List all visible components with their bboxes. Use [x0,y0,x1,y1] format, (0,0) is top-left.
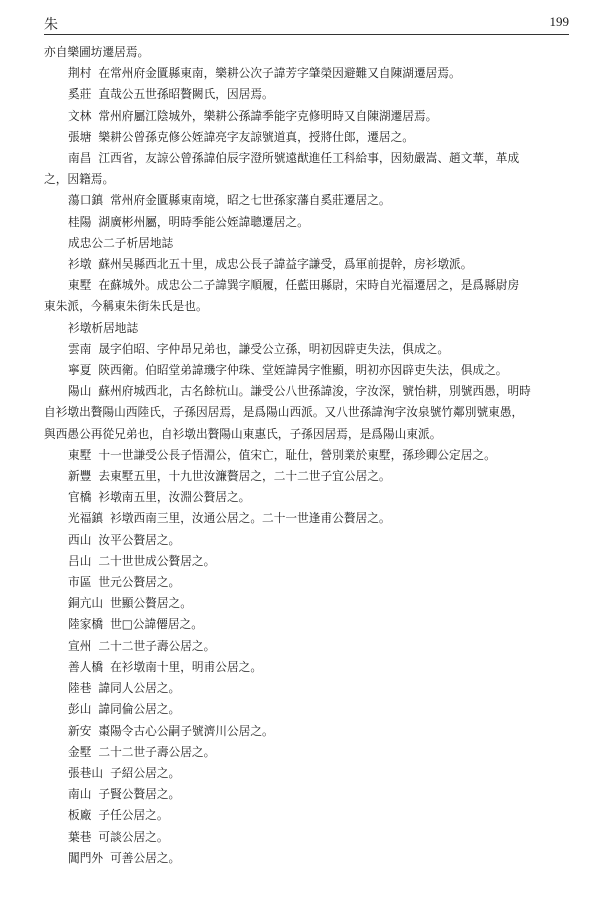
place-name: 張塘 [68,129,92,144]
place-name: 陽山 [68,384,92,399]
place-name: 吕山 [68,553,92,568]
text-line [44,233,569,254]
entry-text: 常州府屬江陰城外，樂耕公孫諱季能字克修明時又自陳湖遷居焉。 [98,108,438,123]
place-entry [44,848,569,869]
page-header [44,14,569,35]
entry-text: 湖廣彬州屬，明時季能公姪諱聰遷居之。 [98,214,309,229]
place-name: 雲南 [68,341,92,356]
entry-text: 衫墩南五里，汝淵公贅居之。 [98,490,251,505]
entry-text: 去東墅五里，十九世汝濂贅居之，二十二世子宜公居之。 [98,469,391,484]
place-name: 新安 [68,723,92,738]
text-line [44,42,569,63]
place-name: 銅亢山 [68,596,104,611]
entry-text: 蘇州吴縣西北五十里，成忠公長子諱益字謙受，爲軍前提幹，房衫墩派。 [98,257,473,272]
place-entry [44,487,569,508]
entry-text: 衫墩析居地誌 [68,320,139,335]
place-name: 衫墩 [68,257,92,272]
entry-text: 子任公居之。 [98,808,169,823]
place-entry [44,657,569,678]
entry-text: 二十二世子壽公居之。 [98,638,216,653]
place-name: 新豐 [68,469,92,484]
place-entry [44,445,569,466]
entry-text: 常州府金匱縣東南境，昭之七世孫家藩自奚莊遷居之。 [110,193,391,208]
place-entry [44,360,569,381]
place-entry [44,551,569,572]
entry-text: 世□公諱僊居之。 [110,617,203,632]
place-entry [44,127,569,148]
place-entry [44,593,569,614]
place-name: 陸巷 [68,681,92,696]
entry-text: 在常州府金匱縣東南，樂耕公次子諱芳字肇榮因避難又自陳湖遷居焉。 [98,66,461,81]
text-line [44,402,569,423]
entry-text: 世顯公贅居之。 [110,596,192,611]
place-name: 閶門外 [68,850,104,865]
place-name: 善人橋 [68,659,104,674]
entry-text: 直哉公五世孫昭贅闕氏，因居焉。 [98,87,274,102]
text-line [44,318,569,339]
place-name: 光福鎮 [68,511,104,526]
entry-text: 二十世世成公贅居之。 [98,553,216,568]
place-entry [44,614,569,635]
place-entry [44,699,569,720]
entry-text: 晟字伯昭、字仲昂兄弟也，謙受公立孫，明初因辟吏失法，俱成之。 [98,341,450,356]
text-line [44,296,569,317]
place-entry [44,381,569,402]
place-entry [44,805,569,826]
entry-text: 子紹公居之。 [110,765,181,780]
place-entry [44,106,569,127]
place-entry [44,721,569,742]
entry-text: 與西愚公再從兄弟也，自衫墩出贅陽山東惠氏，子孫因居焉，是爲陽山東派。 [44,426,442,441]
place-name: 南昌 [68,151,92,166]
page-body [44,42,569,869]
place-entry [44,636,569,657]
place-entry [44,148,569,169]
place-entry [44,190,569,211]
entry-text: 諱同人公居之。 [98,681,181,696]
entry-text: 亦自樂圃坊遷居焉。 [44,45,150,59]
place-name: 文林 [68,108,92,123]
place-name: 張巷山 [68,765,104,780]
place-entry [44,508,569,529]
place-entry [44,466,569,487]
place-entry [44,275,569,296]
place-name: 葉巷 [68,829,92,844]
entry-text: 衫墩西南三里，汝通公居之。二十一世逢甫公贅居之。 [110,511,391,526]
place-name: 桂陽 [68,214,92,229]
text-line [44,424,569,445]
page-number: 199 [549,14,569,29]
entry-text: 陝西衛。伯昭堂弟諱璣字仲珠、堂姪諱昺字惟顯，明初亦因辟吏失法，俱成之。 [98,363,508,378]
place-entry [44,827,569,848]
place-entry [44,339,569,360]
entry-text: 成忠公二子析居地誌 [68,235,174,250]
place-name: 板廠 [68,808,92,823]
entry-text: 自衫墩出贅陽山西陸氏，子孫因居焉，是爲陽山西派。又八世孫諱洵字汝泉號竹鄰別號東愚， [44,405,524,420]
place-name: 東墅 [68,278,92,293]
entry-text: 東朱派，今稱東朱街朱氏是也。 [44,299,208,314]
entry-text: 在衫墩南十里，明甫公居之。 [110,659,263,674]
place-name: 西山 [68,532,92,547]
entry-text: 之，因籍焉。 [44,172,115,187]
entry-text: 樂耕公曾孫克修公姪諱亮字友諒號道真，授將仕郎，遷居之。 [98,129,414,144]
text-line [44,169,569,190]
place-name: 荆村 [68,66,92,81]
entry-text: 棗陽令古心公嗣子號濟川公居之。 [98,723,274,738]
place-entry [44,254,569,275]
entry-text: 世元公贅居之。 [98,575,181,590]
entry-text: 可談公居之。 [98,829,169,844]
place-name: 陸家橋 [68,617,104,632]
place-entry [44,212,569,233]
place-name: 寧夏 [68,363,92,378]
place-name: 彭山 [68,702,92,717]
place-name: 宣州 [68,638,92,653]
running-title: 朱 [44,17,58,33]
entry-text: 蘇州府城西北，古名餘杭山。謙受公八世孫諱浚，字汝深，號怡耕，別號西愚，明時 [98,384,531,399]
entry-text: 在蘇城外。成忠公二子諱巽字順履，任藍田縣尉，宋時自光福遷居之，是爲縣尉房 [98,278,520,293]
entry-text: 二十二世子壽公居之。 [98,744,216,759]
place-entry [44,784,569,805]
place-entry [44,678,569,699]
place-name: 蕩口鎮 [68,193,104,208]
place-entry [44,742,569,763]
place-entry [44,84,569,105]
place-entry [44,530,569,551]
entry-text: 汝平公贅居之。 [98,532,181,547]
place-name: 官橋 [68,490,92,505]
entry-text: 十一世謙受公長子悟淵公，值宋亡，耻仕，營別業於東墅，孫珍卿公定居之。 [98,447,496,462]
place-entry [44,572,569,593]
place-name: 市區 [68,575,92,590]
place-name: 奚莊 [68,87,92,102]
place-entry [44,763,569,784]
entry-text: 子賢公贅居之。 [98,787,181,802]
place-name: 金墅 [68,744,92,759]
entry-text: 可善公居之。 [110,850,181,865]
entry-text: 諱同倫公居之。 [98,702,181,717]
entry-text: 江西省，友諒公曾孫諱伯辰字澄所號遠猷進任工科給事，因劾嚴嵩、趙文華，革成 [98,151,520,166]
place-name: 東墅 [68,447,92,462]
place-entry [44,63,569,84]
place-name: 南山 [68,787,92,802]
